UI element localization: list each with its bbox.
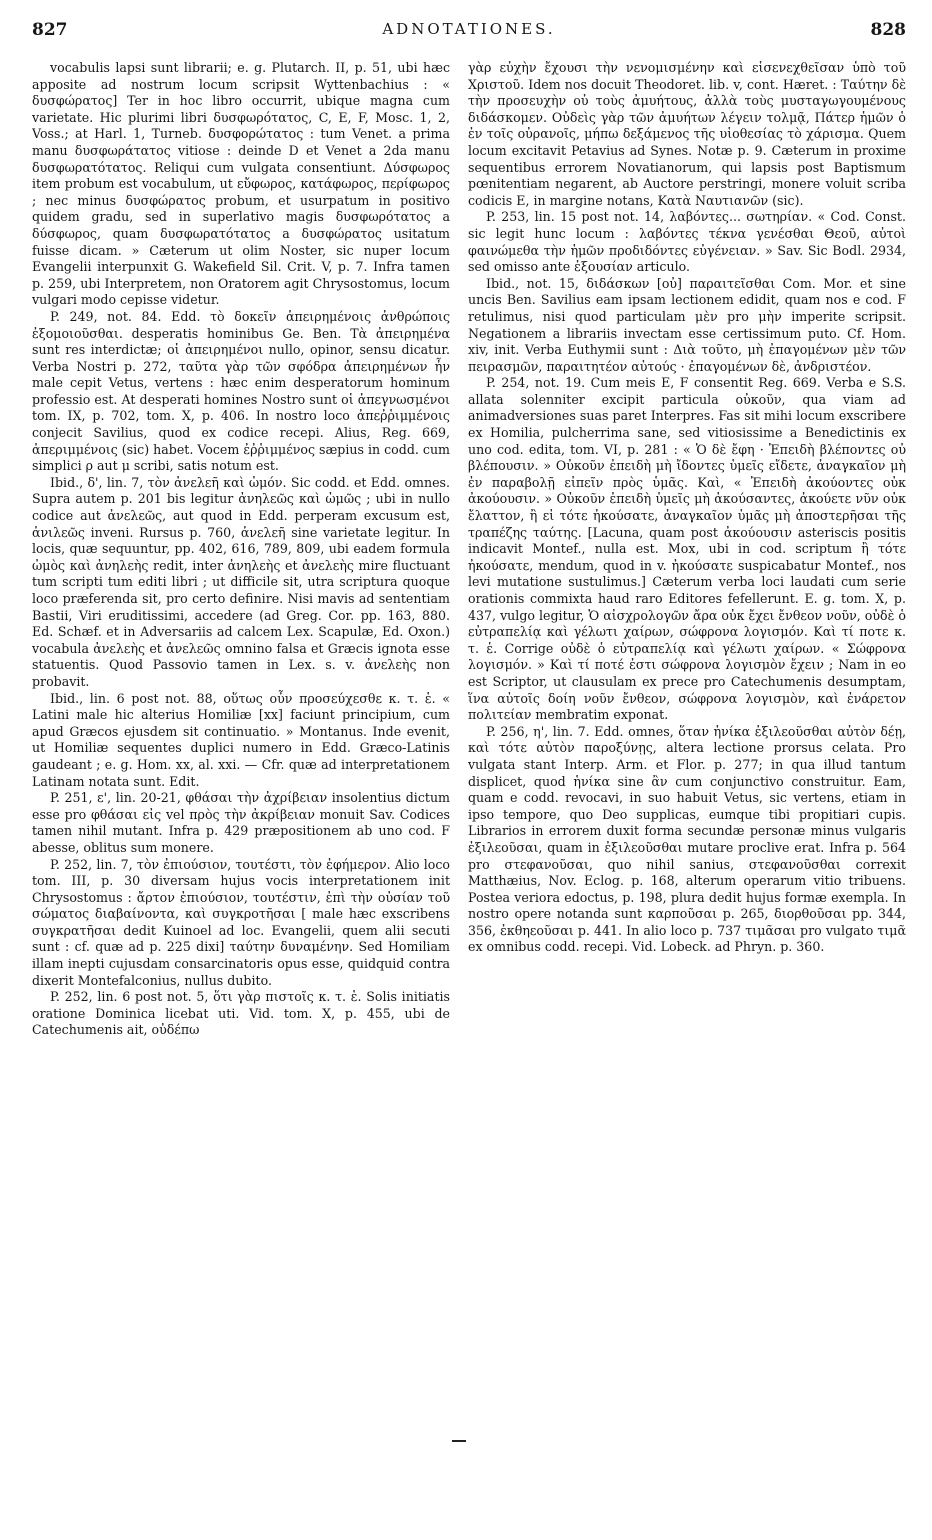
annotation-paragraph: P. 253, lin. 15 post not. 14, λαβόντες... σωτηρίαν. « Cod. Const. sic legit hunc locum : λαβόντες τέκνα γενέσθαι Θεοῦ, αὐτοὶ φαινώμεθα τὴν ἡμῶν προδιδόντες εὐγένειαν. » Sav. Sic Bodl. 2934, sed omisso ante ἐξουσίαν articulo. — [468, 209, 906, 275]
right-column — [468, 60, 906, 1310]
annotation-paragraph: Ibid., not. 15, διδάσκων [οὐ] παραιτεῖσθαι Com. Mor. et sine uncis Ben. Savilius eam ipsam lectionem edidit, quam nos e cod. F retulimus, nisi quod particulam μὲν pro μὴν imperite scripsit. Negationem a librariis invectam esse certissimum puto. Cf. Hom. xiv, init. Verba Euthymii sunt : Διὰ τοῦτο, μὴ ἐπαγομένων μὲν τῶν πειρασμῶν, παραιτητέον αὐτούς · ἐπαγομένων δὲ, ἀνδριστέον. — [468, 275, 906, 374]
annotation-paragraph: P. 252, lin. 7, τὸν ἐπιούσιον, τουτέστι, τὸν ἐφήμερον. Alio loco tom. III, p. 30 diversam hujus vocis interpretationem init Chrysostomus : ἄρτον ἐπιούσιον, τουτέστιν, ἐπὶ τὴν οὐσίαν τοῦ σώματος διαβαίνοντα, καὶ συγκροτῆσαι [ male hæc exscribens συγκρατῆσαι dedit Kuinoel ad loc. Evangelii, quem alii secuti sunt : cf. quæ ad p. 225 dixi] ταύτην δυναμένην. Sed Homiliam illam inepti cujusdam consarcinatoris opus esse, quidquid contra dixerit Montefalconius, nullus dubito. — [32, 856, 450, 988]
running-title: ADNOTATIONES. — [382, 20, 556, 38]
annotation-paragraph: Ibid., lin. 6 post not. 88, οὕτως οὖν προσεύχεσθε κ. τ. ἑ. « Latini male hic alterius Homiliæ [xx] faciunt principium, cum apud Græcos ejusdem sit continuatio. » Montanus. Inde evenit, ut Homiliæ sequentes duplici numero in Edd. Græco-Latinis gaudeant ; e. g. Hom. xx, al. xxi. — Cfr. quæ ad interpretationem Latinam notata sunt. Edit. — [32, 690, 450, 789]
annotation-paragraph: P. 249, not. 84. Edd. τὸ δοκεῖν ἀπειρημένοις ἀνθρώποις ἐξομοιοῦσθαι. desperatis hominibus Ge. Ben. Τὰ ἀπειρημένα sunt res interdictæ; οἱ ἀπειρημένοι nullo, opinor, sensu dicatur. Verba Nostri p. 272, ταῦτα γὰρ τῶν σφόδρα ἀπειρημένων ἦν male cepit Vetus, vertens : hæc enim desperatorum hominum professio est. At desperati homines Nostro sunt οἱ ἀπεγνωσμένοι tom. IX, p. 702, tom. X, p. 406. In nostro loco ἀπεῤῥιμμένοις conjecit Savilius, quod ex codice recepi. Alius, Reg. 669, ἀπεριμμένοις (sic) habet. Vocem ἐῤῥιμμένος sæpius in codd. cum simplici ρ aut μ scribi, satis notum est. — [32, 308, 450, 474]
left-column — [32, 60, 450, 1530]
annotation-paragraph: Ibid., δ', lin. 7, τὸν ἀνελεῆ καὶ ὠμόν. Sic codd. et Edd. omnes. Supra autem p. 201 bis legitur ἀνηλεῶς καὶ ὠμῶς ; ubi in nullo codice aut ἀνελεῶς, aut quod in Edd. perperam excusum est, ἀνιλεῶς inveni. Rursus p. 760, ἀνελεῆ sine varietate legitur. In locis, quæ sequuntur, pp. 402, 616, 789, 809, ubi eadem formula ὠμὸς καὶ ἀνηλεὴς redit, inter ἀνηλεὴς et ἀνελεὴς mire fluctuant tum scripti tum editi libri ; ut difficile sit, utra scriptura quoque loco præferenda sit, pro certo definire. Nisi mavis ad sententiam Bastii, Viri eruditissimi, accedere (ad Greg. Cor. pp. 163, 880. Ed. Schæf. et in Adversariis ad calcem Lex. Scapulæ, Ed. Oxon.) vocabula ἀνελεὴς et ἀνελεῶς omnino falsa et Græcis ignota esse statuentis. Quod Passovio tamen in Lex. s. v. ἀνελεὴς non probavit. — [32, 474, 450, 689]
annotation-paragraph: P. 251, ε', lin. 20-21, φθάσαι τὴν ἀχρίβειαν insolentius dictum esse pro φθάσαι εἰς vel πρὸς τὴν ἀκρίβειαν monuit Sav. Codices tamen nihil mutant. Infra p. 429 præpositionem ab uno cod. F abesse, oblitus sum monere. — [32, 790, 450, 855]
annotation-paragraph: P. 252, lin. 6 post not. 5, ὅτι γὰρ πιστοῖς κ. τ. ἑ. Solis initiatis oratione Dominica licebat uti. Vid. tom. X, p. 455, ubi de Catechumenis ait, οὐδέπω — [32, 989, 450, 1038]
page-number-right: 828 — [870, 20, 906, 40]
annotation-paragraph: P. 254, not. 19. Cum meis E, F consentit Reg. 669. Verba e S.S. allata solenniter excipit particula οὐκοῦν, qua viam ad animadversiones suas paret Interpres. Fas sit mihi locum exscribere ex Homilia, pulcherrima sane, sed vitiosissime a Benedictinis ex uno cod. edita, tom. VI, p. 281 : « Ὁ δὲ ἔφη · Ἐπειδὴ βλέποντες οὐ βλέπουσιν. » Οὐκοῦν ἐπειδὴ μὴ ἴδοντες ὑμεῖς εἴδετε, ἀναγκαῖον μὴ ἐν παραβολῇ εἰπεῖν πρὸς ὑμᾶς. Καὶ, « Ἐπειδὴ ἀκούοντες οὐκ ἀκούουσιν. » Οὐκοῦν ἐπειδὴ ὑμεῖς μὴ ἀκούσαντες, ἀκούετε νῦν οὐκ ἔλαττον, ἢ εἰ τότε ἠκούσατε, ἀναγκαῖον ὑμᾶς μὴ ἀποστερῆσαι τῆς τραπέζης ταύτης. [Lacuna, quam post ἀκούουσιν asteriscis positis indicavit Montef., nulla est. Mox, ubi in cod. scriptum ἢ τότε ἠκούσατε, mendum, quod in v. ἠκούσατε suspicabatur Montef., nos levi mutatione sustulimus.] Cæterum verba loci laudati cum serie orationis commixta haud raro Editores fefellerunt. E. g. tom. X, p. 437, vulgo legitur, Ὁ αἰσχρολογῶν ἄρα οὐκ ἔχει ἔνθεον νοῦν, οὐδὲ ὁ εὐτραπελίᾳ καὶ γέλωτι χαίρων, σώφρονα λογισμόν. Καὶ τί ποτε κ. τ. ἑ. Corrige οὐδὲ ὁ εὐτραπελίᾳ καὶ γέλωτι χαίρων. « Σώφρονα λογισμόν. » Καὶ τί ποτέ ἐστι σώφρονα λογισμὸν ἔχειν ; Nam in eo est Scriptor, ut clausulam ex prece pro Catechumenis desumptam, ἵνα αὐτοῖς δοίη νοῦν ἔνθεον, σώφρονα λογισμὸν, καὶ ἐνάρετον πολιτείαν membratim exponat. — [468, 375, 906, 723]
running-header — [32, 20, 906, 46]
annotation-paragraph: P. 256, η', lin. 7. Edd. omnes, ὅταν ἡνίκα ἐξιλεοῦσθαι αὐτὸν δέῃ, καὶ τότε αὐτὸν παροξύνῃς, altera lectione prorsus celata. Pro vulgata stant Interp. Arm. et Flor. p. 277; in qua illud tantum displicet, quod ἡνίκα sine ἂν cum conjunctivo construitur. Eam, quam e codd. revocavi, in suo habuit Vetus, sic vertens, etiam in ipso tempore, quo Deo supplicas, eumque tibi propitiari cupis. Librarios in errorem duxit forma secundæ personæ minus vulgaris ἐξιλεοῦσαι, quam in ἐξιλεοῦσθαι mutare proclive erat. Infra p. 564 pro στεφανοῦσαι, quo nihil sanius, στεφανοῦσθαι correxit Matthæius, Nov. Eclog. p. 168, alterum operarum vitio tribuens. Postea veriora edoctus, p. 198, plura dedit hujus formæ exempla. In nostro opere notanda sunt καρποῦσαι p. 265, διορθοῦσαι pp. 344, 356, ἐκθηεοῦσαι p. 441. In alio loco p. 737 τιμᾶσαι pro vulgato τιμᾶ ex omnibus codd. recepi. Vid. Lobeck. ad Phryn. p. 360. — [468, 723, 906, 955]
annotation-paragraph: vocabulis lapsi sunt librarii; e. g. Plutarch. II, p. 51, ubi hæc apposite ad nostrum locum scripsit Wyttenbachius : « δυσφώρατος] Ter in hoc libro occurrit, ubique magna cum varietate. Hic plurimi libri δυσφωρότατος, C, E, F, Mosc. 1, 2, Voss.; at Harl. 1, Turneb. δυσφορώτατος : tum Venet. a prima manu δυσφωράτατος vitiose : deinde D et Venet a 2da manu δυσφωρατότατος. Reliqui cum vulgata consentiunt. Δύσφωρος item probum est vocabulum, ut εὔφωρος, κατάφωρος, περίφωρος ; nec minus δυσφώρατος probum, et usurpatum in positivo quidem gradu, sed in superlativo magis δυσφωρότατος a δύσφωρος, quam δυσφωρατότατος a δυσφώρατος usitatum fuisse dicam. » Cæterum ut olim Noster, sic nuper locum Evangelii interpunxit G. Wakefield Sil. Crit. V, p. 7. Infra tamen p. 259, ubi Interpretem, non Oratorem agit Chrysostomus, locum vulgari modo cepisse videtur. — [32, 60, 450, 308]
page-number-left: 827 — [32, 20, 68, 40]
annotation-paragraph: γὰρ εὐχὴν ἔχουσι τὴν νενομισμένην καὶ εἰσενεχθεῖσαν ὑπὸ τοῦ Χριστοῦ. Idem nos docuit Theodoret. lib. v, cont. Hæret. : Ταύτην δὲ τὴν προσευχὴν οὐ τοὺς ἀμυήτους, ἀλλὰ τοὺς μυσταγωγουμένους διδάσκομεν. Οὐδεὶς γὰρ τῶν ἀμυήτων λέγειν τολμᾷ, Πάτερ ἡμῶν ὁ ἐν τοῖς οὐρανοῖς, μήπω δεξάμενος τῆς υἱοθεσίας τὸ χάρισμα. Quem locum excitavit Petavius ad Synes. Notæ p. 9. Cæterum in proxime sequentibus errorem Novatianorum, qui lapsis post Baptismum pœnitentiam negarent, ab Auctore perstringi, monere voluit scriba codicis E, in margine notans, Κατὰ Ναυτιανῶν (sic). — [468, 60, 906, 208]
end-rule — [452, 1440, 466, 1442]
